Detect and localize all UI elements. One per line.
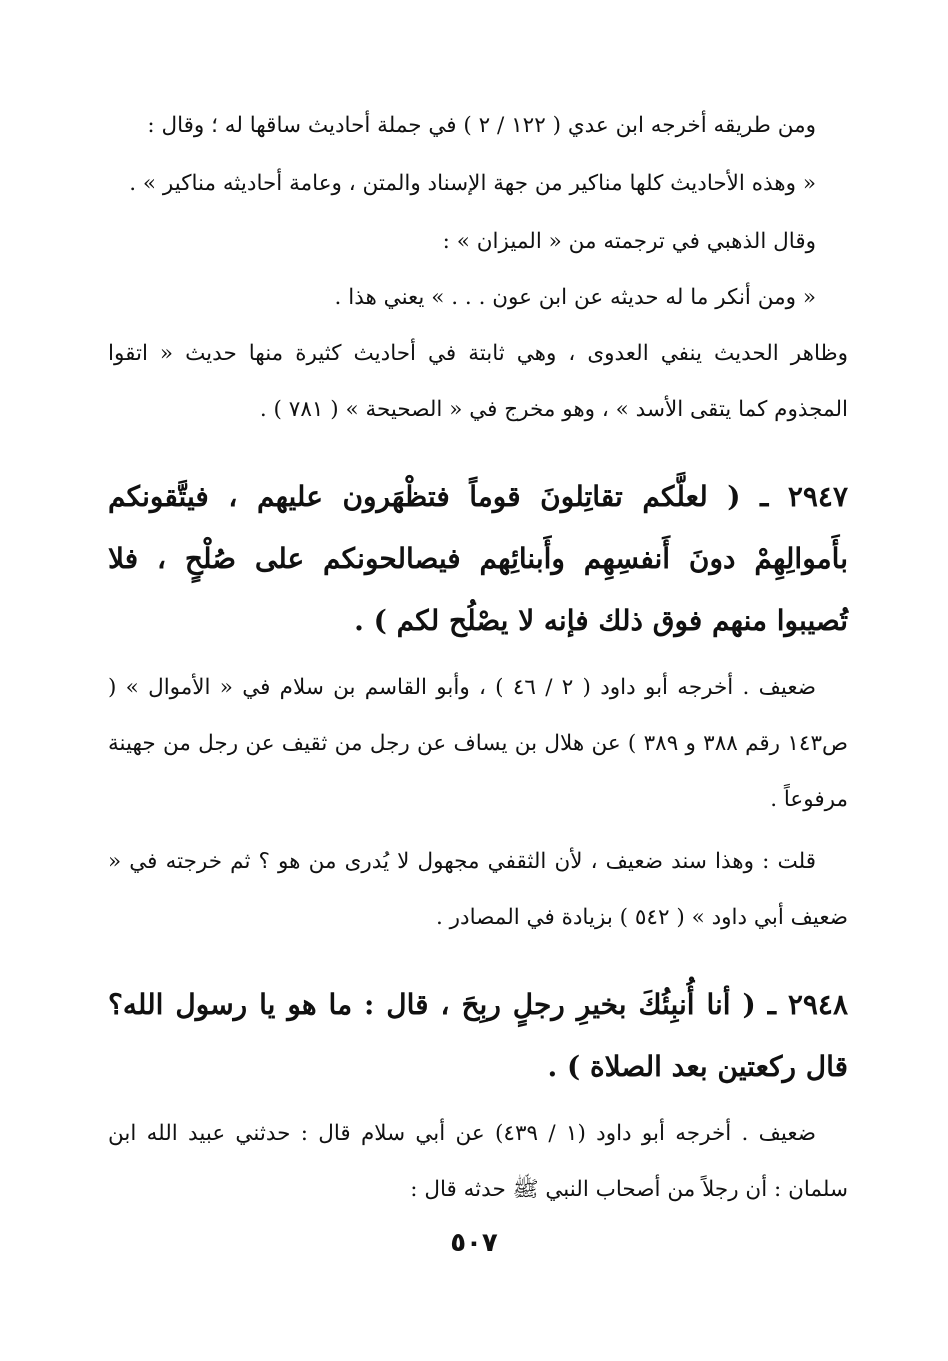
quote-text: « وهذه الأحاديث كلها مناكير من جهة الإسناد والمتن ، وعامة أحاديثه مناكير » . — [129, 171, 816, 196]
paragraph-text: وظاهر الحديث ينفي العدوى ، وهي ثابتة في أحاديث كثيرة منها حديث « اتقوا المجذوم كما يتقى الأسد » ، وهو مخرج في « الصحيحة » ( ٧٨١ ) . — [108, 341, 848, 422]
commentary-text: قلت : وهذا سند ضعيف ، لأن الثقفي مجهول لا يُدرى من هو ؟ ثم خرجته في « ضعيف أبي داود » ( ٥٤٢ ) بزيادة في المصادر . — [108, 849, 848, 930]
paragraph-contagion — [108, 326, 848, 438]
paragraph-dhahabi — [108, 214, 848, 270]
quote-ibn-adi — [108, 156, 848, 212]
page-number: ٥٠٧ — [450, 1228, 498, 1258]
quote-text: « ومن أنكر ما له حديثه عن ابن عون . . . » يعني هذا . — [334, 285, 816, 310]
commentary-text: ضعيف . أخرجه أبو داود (١ / ٤٣٩) عن أبي سلام قال : حدثني عبيد الله ابن سلمان : أن رجلاً من أصحاب النبي ﷺ حدثه قال : — [108, 1121, 848, 1202]
hadith-2947 — [108, 466, 848, 652]
hadith-text: ٢٩٤٧ ـ ( لعلَّكم تقاتِلونَ قوماً فتظْهَرون عليهم ، فيتَّقونكم بأَموالِهِمْ دونَ أَنفسِهِم وأَبنائِهم فيصالحونكم على صُلْحٍ ، فلا تُصيبوا منهم فوق ذلك فإنه لا يصْلُح لكم ) . — [108, 480, 848, 637]
quote-mizan — [108, 270, 848, 326]
hadith-text: ٢٩٤٨ ـ ( أنا أُنبِئُكَ بخيرِ رجلٍ ربِحَ ، قال : ما هو يا رسول الله؟ قال ركعتين بعد الصلاة ) . — [108, 988, 848, 1083]
commentary-2947-takhrij — [108, 660, 848, 828]
page-body — [108, 98, 848, 1218]
commentary-2948-takhrij — [108, 1106, 848, 1218]
paragraph-text: وقال الذهبي في ترجمته من « الميزان » : — [442, 229, 816, 254]
paragraph-text: ومن طريقه أخرجه ابن عدي ( ١٢٢ / ٢ ) في جملة أحاديث ساقها له ؛ وقال : — [147, 113, 816, 138]
hadith-2948 — [108, 974, 848, 1098]
paragraph-ibn-adi — [108, 98, 848, 154]
commentary-2947-note — [108, 834, 848, 946]
commentary-text: ضعيف . أخرجه أبو داود ( ٢ / ٤٦ ) ، وأبو القاسم بن سلام في « الأموال » ( ص١٤٣ رقم ٣٨٨ و ٣٨٩ ) عن هلال بن يساف عن رجل من ثقيف عن رجل من جهينة مرفوعاً . — [108, 675, 848, 812]
